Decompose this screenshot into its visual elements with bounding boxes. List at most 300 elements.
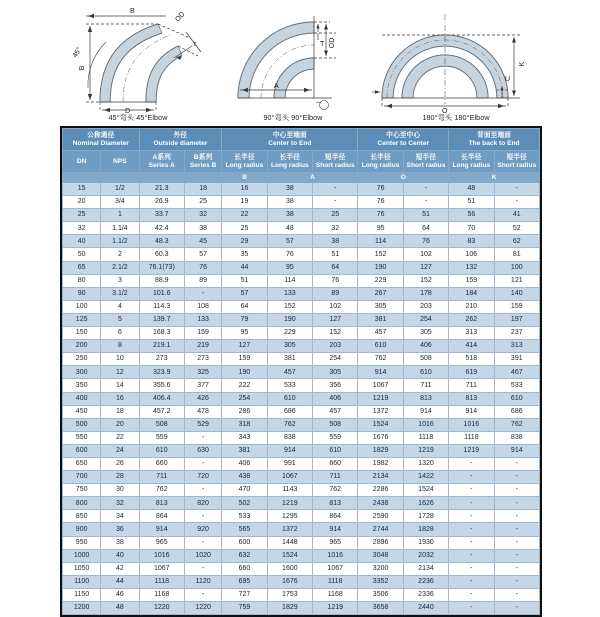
table-cell: 711 (403, 379, 448, 392)
table-cell: - (184, 536, 221, 549)
table-cell: 813 (139, 497, 184, 510)
table-cell: 406 (313, 392, 358, 405)
group-outside-diameter-cn: 外径 (173, 132, 188, 140)
table-cell: - (449, 484, 494, 497)
table-cell: 10 (101, 353, 139, 366)
table-row[interactable] (63, 366, 540, 379)
header-subcolumn-row (63, 151, 540, 173)
table-cell: 381 (222, 444, 267, 457)
table-cell: 325 (184, 366, 221, 379)
table-cell: - (403, 196, 448, 209)
table-cell: 3/4 (101, 196, 139, 209)
table-cell: - (184, 457, 221, 470)
table-cell: 15 (63, 183, 101, 196)
table-cell: 1.1/2 (101, 235, 139, 248)
table-row[interactable] (63, 274, 540, 287)
table-cell: 508 (139, 418, 184, 431)
table-cell: - (184, 588, 221, 601)
table-cell: 41 (494, 209, 539, 222)
table-cell: 2236 (403, 575, 448, 588)
table-cell: 1220 (139, 602, 184, 615)
table-row[interactable] (63, 261, 540, 274)
table-cell: 3 (101, 274, 139, 287)
table-cell: 1150 (63, 588, 101, 601)
table-cell: - (449, 549, 494, 562)
table-row[interactable] (63, 444, 540, 457)
table-cell: 25 (313, 209, 358, 222)
table-cell: 57 (222, 287, 267, 300)
table-cell: 210 (449, 300, 494, 313)
table-cell: 565 (222, 523, 267, 536)
group-outside-diameter-en: Outside diameter (153, 139, 208, 147)
table-cell: 38 (267, 183, 312, 196)
table-row[interactable] (63, 588, 540, 601)
table-cell: 1020 (184, 549, 221, 562)
table-cell: 200 (63, 340, 101, 353)
dim-label-U: U (505, 76, 511, 83)
table-cell: 6 (101, 327, 139, 340)
table-row[interactable] (63, 222, 540, 235)
table-cell: 18 (184, 183, 221, 196)
table-row[interactable] (63, 549, 540, 562)
table-row[interactable] (63, 287, 540, 300)
col-bte-short (494, 151, 539, 173)
table-cell: 1448 (267, 536, 312, 549)
table-cell: 1050 (63, 562, 101, 575)
table-cell: 108 (184, 300, 221, 313)
table-cell: 711 (449, 379, 494, 392)
table-row[interactable] (63, 353, 540, 366)
figure-90-elbow (218, 2, 368, 124)
table-cell: 813 (313, 497, 358, 510)
table-cell: - (449, 510, 494, 523)
col-series-a (139, 151, 184, 173)
table-cell: 33.7 (139, 209, 184, 222)
table-cell: 1295 (267, 510, 312, 523)
table-cell: 8 (101, 340, 139, 353)
table-cell: 318 (222, 418, 267, 431)
table-cell: - (184, 484, 221, 497)
table-cell: 1626 (403, 497, 448, 510)
table-cell: - (449, 536, 494, 549)
table-cell: 762 (358, 353, 403, 366)
table-cell: 106 (449, 248, 494, 261)
table-cell: 57 (184, 248, 221, 261)
table-cell: 190 (267, 313, 312, 326)
table-cell: 45 (184, 235, 221, 248)
table-cell: 101.6 (139, 287, 184, 300)
table-cell: - (494, 562, 539, 575)
table-cell: 127 (222, 340, 267, 353)
table-cell: 470 (222, 484, 267, 497)
table-cell: 127 (313, 313, 358, 326)
table-cell: 26 (101, 457, 139, 470)
table-cell: 100 (63, 300, 101, 313)
table-cell: 1829 (267, 602, 312, 615)
col-cte-short-a (313, 151, 358, 173)
table-cell: 52 (494, 222, 539, 235)
table-cell: 3352 (358, 575, 403, 588)
table-cell: 132 (449, 261, 494, 274)
table-cell: 35 (222, 248, 267, 261)
table-cell: 40 (63, 235, 101, 248)
table-cell: 42 (101, 562, 139, 575)
table-cell: 838 (494, 431, 539, 444)
table-row[interactable] (63, 313, 540, 326)
table-cell: 1067 (267, 471, 312, 484)
table-cell: 159 (184, 327, 221, 340)
table-cell: 95 (222, 327, 267, 340)
table-cell: 750 (63, 484, 101, 497)
table-cell: 478 (184, 405, 221, 418)
table-cell: 16 (222, 183, 267, 196)
table-row[interactable] (63, 418, 540, 431)
table-cell: 168.3 (139, 327, 184, 340)
table-cell: - (494, 523, 539, 536)
table-cell: 406 (403, 340, 448, 353)
table-cell: 406 (222, 457, 267, 470)
table-cell: 632 (222, 549, 267, 562)
table-cell: - (449, 523, 494, 536)
table-cell: - (184, 287, 221, 300)
table-cell: 1016 (139, 549, 184, 562)
table-cell: 1728 (403, 510, 448, 523)
table-cell: 391 (494, 353, 539, 366)
table-row[interactable] (63, 327, 540, 340)
table-cell: - (313, 196, 358, 209)
table-cell: 438 (222, 471, 267, 484)
table-cell: 262 (449, 313, 494, 326)
table-cell: 150 (63, 327, 101, 340)
col-cte-short-a-cn: 短半径 (325, 154, 346, 162)
table-cell: 18 (101, 405, 139, 418)
table-row[interactable] (63, 575, 540, 588)
table-cell: 600 (222, 536, 267, 549)
table-cell: 48 (449, 183, 494, 196)
table-cell: 2590 (358, 510, 403, 523)
table-cell: 114 (358, 235, 403, 248)
col-ctc-short-en: Short radius (406, 161, 446, 169)
table-cell: 222 (222, 379, 267, 392)
table-cell: 914 (313, 523, 358, 536)
table-cell: 139.7 (139, 313, 184, 326)
table-cell: 355.6 (139, 379, 184, 392)
table-cell: 65 (63, 261, 101, 274)
table-cell: 44 (222, 261, 267, 274)
table-row[interactable] (63, 471, 540, 484)
col-series-b (184, 151, 221, 173)
group-back-to-end-cn: 背面至端面 (477, 132, 512, 140)
table-cell: 190 (222, 366, 267, 379)
table-cell: 1320 (403, 457, 448, 470)
table-cell: 813 (449, 392, 494, 405)
table-cell: 30 (101, 484, 139, 497)
table-row[interactable] (63, 196, 540, 209)
table-cell: 1219 (313, 602, 358, 615)
table-cell: 343 (222, 431, 267, 444)
table-row[interactable] (63, 431, 540, 444)
table-cell: 36 (101, 523, 139, 536)
table-cell: 1829 (358, 444, 403, 457)
table-cell: 5 (101, 313, 139, 326)
table-cell: 3200 (358, 562, 403, 575)
table-cell: 991 (267, 457, 312, 470)
figure-180-elbow (368, 2, 544, 124)
table-cell: - (494, 497, 539, 510)
table-cell: 323.9 (139, 366, 184, 379)
table-cell: 457.2 (139, 405, 184, 418)
table-cell: 25 (63, 209, 101, 222)
table-cell: 660 (139, 457, 184, 470)
table-cell: - (449, 602, 494, 615)
group-back-to-end-en: The back to End (468, 139, 520, 147)
dim-label-OD: OD (174, 10, 187, 24)
table-row[interactable] (63, 602, 540, 615)
table-cell: 965 (313, 536, 358, 549)
table-cell: 76 (358, 209, 403, 222)
table-row[interactable] (63, 510, 540, 523)
table-cell: 1372 (358, 405, 403, 418)
table-cell: 2032 (403, 549, 448, 562)
dim-label-angle-45: 45° (71, 46, 84, 60)
table-cell: 850 (63, 510, 101, 523)
table-cell: 686 (494, 405, 539, 418)
table-cell: 83 (449, 235, 494, 248)
table-row[interactable] (63, 235, 540, 248)
table-cell: 229 (267, 327, 312, 340)
table-cell: 1118 (449, 431, 494, 444)
table-cell: 650 (63, 457, 101, 470)
table-cell: 219 (184, 340, 221, 353)
col-series-a-cn: A系列 (152, 154, 172, 162)
table-cell: 1118 (139, 575, 184, 588)
table-cell: 25 (222, 222, 267, 235)
table-cell: 720 (184, 471, 221, 484)
table-cell: 914 (494, 444, 539, 457)
table-cell: 1524 (358, 418, 403, 431)
table-cell: 89 (184, 274, 221, 287)
table-cell: 1168 (139, 588, 184, 601)
table-cell: 500 (63, 418, 101, 431)
table-cell: 864 (313, 510, 358, 523)
table-cell: 76 (403, 235, 448, 248)
table-cell: 38 (313, 235, 358, 248)
table-cell: 76 (358, 183, 403, 196)
table-cell: 381 (267, 353, 312, 366)
figure-90-caption: 90°弯头 90°Elbow (263, 113, 323, 122)
table-cell: 2286 (358, 484, 403, 497)
table-cell: 2134 (403, 562, 448, 575)
table-cell: 559 (313, 431, 358, 444)
table-cell: 914 (358, 366, 403, 379)
table-row[interactable] (63, 248, 540, 261)
table-row[interactable] (63, 405, 540, 418)
table-cell: 133 (267, 287, 312, 300)
table-cell: 1/2 (101, 183, 139, 196)
table-cell: 32 (63, 222, 101, 235)
table-cell: 508 (313, 418, 358, 431)
table-cell: 254 (313, 353, 358, 366)
table-cell: 1067 (358, 379, 403, 392)
table-cell: 1372 (267, 523, 312, 536)
table-cell: 1422 (403, 471, 448, 484)
table-row[interactable] (63, 183, 540, 196)
table-cell: 20 (63, 196, 101, 209)
table-cell: 1930 (403, 536, 448, 549)
group-back-to-end (449, 129, 540, 151)
table-row[interactable] (63, 497, 540, 510)
table-cell: 533 (494, 379, 539, 392)
table-cell: 1220 (184, 602, 221, 615)
table-cell: 95 (267, 261, 312, 274)
table-cell: 1143 (267, 484, 312, 497)
table-cell: 203 (403, 300, 448, 313)
group-center-to-end (222, 129, 358, 151)
table-cell: 250 (63, 353, 101, 366)
table-row[interactable] (63, 379, 540, 392)
dim-label-OD: OD (329, 37, 336, 49)
col-cte-long-a (267, 151, 312, 173)
table-cell: 29 (222, 235, 267, 248)
table-cell: 2896 (358, 536, 403, 549)
table-cell: 70 (449, 222, 494, 235)
table-cell: 914 (139, 523, 184, 536)
col-cte-long-b-cn: 长半径 (234, 154, 255, 162)
table-cell: 630 (184, 444, 221, 457)
table-cell: 46 (101, 588, 139, 601)
table-row[interactable] (63, 457, 540, 470)
group-center-to-end-en: Center to End (268, 139, 312, 147)
table-row[interactable] (63, 209, 540, 222)
dim-label-T: T (320, 41, 325, 48)
table-cell: 178 (403, 287, 448, 300)
table-row[interactable] (63, 484, 540, 497)
table-cell: 610 (494, 392, 539, 405)
table-cell: 914 (267, 444, 312, 457)
table-cell: - (494, 510, 539, 523)
table-cell: 102 (313, 300, 358, 313)
symbol-blank (63, 173, 222, 183)
table-cell: 51 (313, 248, 358, 261)
table-cell: 2336 (403, 588, 448, 601)
table-cell: 190 (358, 261, 403, 274)
table-cell: 286 (222, 405, 267, 418)
col-series-b-en: Series B (189, 161, 217, 169)
table-cell: 28 (101, 471, 139, 484)
table-cell: 95 (358, 222, 403, 235)
table-cell: 42.4 (139, 222, 184, 235)
table-cell: 914 (449, 405, 494, 418)
table-cell: 90 (63, 287, 101, 300)
table-cell: 48.3 (139, 235, 184, 248)
header-group-row (63, 129, 540, 151)
table-row[interactable] (63, 300, 540, 313)
table-cell: 3048 (358, 549, 403, 562)
table-cell: - (494, 471, 539, 484)
table-cell: 197 (494, 313, 539, 326)
dim-label-K: K (519, 61, 526, 67)
table-cell: 32 (313, 222, 358, 235)
table-cell: - (184, 431, 221, 444)
table-cell: 305 (267, 340, 312, 353)
table-cell: 254 (403, 313, 448, 326)
col-ctc-long-cn: 长半径 (370, 154, 391, 162)
table-cell: 559 (139, 431, 184, 444)
table-cell: 89 (313, 287, 358, 300)
table-row[interactable] (63, 523, 540, 536)
table-cell: - (494, 588, 539, 601)
table-row[interactable] (63, 536, 540, 549)
group-nominal-diameter-cn: 公称通径 (87, 132, 115, 140)
table-cell: 51 (449, 196, 494, 209)
col-ctc-short (403, 151, 448, 173)
col-bte-long (449, 151, 494, 173)
table-cell: 600 (63, 444, 101, 457)
table-cell: 48 (267, 222, 312, 235)
symbol-A: A (267, 173, 358, 183)
table-cell: 533 (222, 510, 267, 523)
table-cell: 1676 (267, 575, 312, 588)
col-bte-long-en: Long radius (452, 161, 491, 169)
table-cell: 1118 (403, 431, 448, 444)
table-cell: 518 (449, 353, 494, 366)
col-nps (101, 151, 139, 173)
table-cell: 700 (63, 471, 101, 484)
table-header (63, 129, 540, 183)
table-cell: 350 (63, 379, 101, 392)
table-cell: - (184, 510, 221, 523)
table-cell: 610 (358, 340, 403, 353)
table-cell: 1016 (449, 418, 494, 431)
table-cell: 127 (403, 261, 448, 274)
col-ctc-long-en: Long radius (361, 161, 400, 169)
table-cell: 21.3 (139, 183, 184, 196)
table-cell: 40 (101, 549, 139, 562)
col-cte-long-a-en: Long radius (270, 161, 309, 169)
table-cell: 267 (358, 287, 403, 300)
table-cell: 64 (313, 261, 358, 274)
table-cell: 610 (139, 444, 184, 457)
dim-label-A: A (274, 83, 279, 90)
table-cell: 759 (222, 602, 267, 615)
table-row[interactable] (63, 340, 540, 353)
group-center-to-center-cn: 中心至中心 (386, 132, 421, 140)
table-cell: 377 (184, 379, 221, 392)
table-cell: 80 (63, 274, 101, 287)
col-cte-long-b (222, 151, 267, 173)
elbow-dimension-table (62, 128, 540, 615)
table-row[interactable] (63, 392, 540, 405)
table-cell: 48 (101, 602, 139, 615)
table-cell: 159 (222, 353, 267, 366)
col-ctc-long (358, 151, 403, 173)
table-cell: 1982 (358, 457, 403, 470)
col-ctc-short-cn: 短半径 (415, 154, 437, 162)
table-cell: 38 (267, 196, 312, 209)
table-cell: 1118 (313, 575, 358, 588)
table-cell: 1524 (403, 484, 448, 497)
table-cell: 38 (184, 222, 221, 235)
table-cell: 25 (184, 196, 221, 209)
table-cell: 1067 (313, 562, 358, 575)
table-cell: 1828 (403, 523, 448, 536)
table-row[interactable] (63, 562, 540, 575)
table-cell: 114 (267, 274, 312, 287)
col-series-a-en: Series A (148, 161, 175, 169)
table-cell: 1100 (63, 575, 101, 588)
table-cell: 20 (101, 418, 139, 431)
group-center-to-end-cn: 中心至端面 (272, 132, 307, 140)
